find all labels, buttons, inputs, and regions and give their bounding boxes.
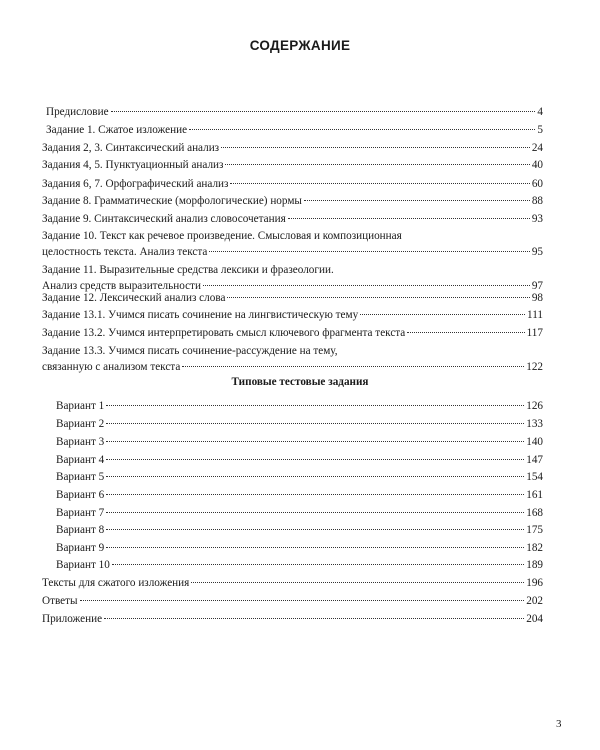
dot-leader [203,285,530,286]
toc-entry-page: 122 [526,361,543,373]
dot-leader [106,547,524,548]
dot-leader [221,147,530,148]
toc-entry-page: 204 [526,613,543,625]
toc-entry-label: Приложение [42,613,103,625]
variant-page: 147 [526,454,543,466]
toc-entry-preface [46,104,543,120]
toc-entry-label: Предисловие [46,106,109,118]
variant-label: Вариант 6 [56,489,105,501]
toc-entry-page: 24 [531,142,543,154]
dot-leader [209,251,529,252]
dot-leader [227,297,529,298]
toc-entry-texts [42,575,543,591]
variant-label: Вариант 7 [56,507,105,519]
dot-leader [106,423,524,424]
toc-entry-label: связанную с анализом текста [42,361,181,373]
dot-leader [191,582,524,583]
page-number: 3 [556,718,562,730]
dot-leader [304,200,530,201]
toc-entry-page: 196 [526,577,543,589]
toc-entry-page: 5 [537,124,543,136]
toc-entry-label: Тексты для сжатого изложения [42,577,190,589]
toc-entry-label-line1: Задание 13.3. Учимся писать сочинение-рассуждение на тему, [42,345,338,357]
toc-entry-answers [42,593,543,609]
toc-entry-task-9 [42,211,543,227]
toc-entry-task-6-7 [42,176,543,192]
dot-leader [106,494,524,495]
variant-label: Вариант 4 [56,454,105,466]
variant-label: Вариант 2 [56,418,105,430]
toc-entry-label: Задания 2, 3. Синтаксический анализ [42,142,220,154]
toc-entry-label: Анализ средств выразительности [42,280,201,292]
dot-leader [106,441,524,442]
toc-entry-page: 117 [526,327,543,339]
toc-entry-page: 202 [526,595,543,607]
toc-entry-appendix [42,611,543,627]
toc-entry-task-12 [42,290,543,306]
toc-entry-page: 98 [531,292,543,304]
toc-variant [56,540,543,556]
dot-leader [106,476,524,477]
toc-entry-task-13-1 [42,307,543,323]
section-heading: Типовые тестовые задания [231,376,369,388]
dot-leader [80,600,525,601]
dot-leader [106,459,524,460]
toc-variant [56,522,543,538]
toc-entry-task-13-2 [42,325,543,341]
toc-entry-label: Задание 12. Лексический анализ слова [42,292,226,304]
variant-page: 161 [526,489,543,501]
toc-entry-page: 60 [531,178,543,190]
toc-entry-label-line1: Задание 10. Текст как речевое произведение. Смысловая и композиционная [42,230,402,242]
toc-entry-page: 4 [537,106,543,118]
toc-variant [56,487,543,503]
toc-entry-page: 93 [531,213,543,225]
dot-leader [104,618,524,619]
variant-page: 133 [526,418,543,430]
toc-entry-page: 88 [531,195,543,207]
dot-leader [106,512,524,513]
toc-entry-task-2-3 [42,140,543,156]
toc-entry-task-10 [42,228,543,260]
toc-variant [56,416,543,432]
toc-entry-task-4-5 [42,157,543,173]
toc-entry-label-line1: Задание 11. Выразительные средства лексики и фразеологии. [42,264,334,276]
toc-entry-label: Задание 9. Синтаксический анализ словосочетания [42,213,286,225]
toc-variant [56,557,543,573]
dot-leader [106,529,524,530]
variant-label: Вариант 9 [56,542,105,554]
toc-variant [56,398,543,414]
toc-entry-label: целостность текста. Анализ текста [42,246,208,258]
toc-entry-task-13-3 [42,343,543,375]
toc-entry-page: 111 [527,309,543,321]
dot-leader [360,314,525,315]
dot-leader [407,332,524,333]
variant-page: 154 [526,471,543,483]
toc-entry-page: 95 [531,246,543,258]
toc-entry-label: Задание 13.2. Учимся интерпретировать смысл ключевого фрагмента текста [42,327,406,339]
dot-leader [225,164,529,165]
toc-entry-label: Задания 4, 5. Пунктуационный анализ [42,159,224,171]
dot-leader [230,183,529,184]
dot-leader [112,564,524,565]
toc-entry-label: Задания 6, 7. Орфографический анализ [42,178,229,190]
variant-label: Вариант 8 [56,524,105,536]
toc-entry-task-1 [46,122,543,138]
variant-page: 182 [526,542,543,554]
dot-leader [106,405,524,406]
variant-label: Вариант 10 [56,559,110,571]
toc-variant [56,505,543,521]
dot-leader [288,218,530,219]
variant-page: 126 [526,400,543,412]
variant-label: Вариант 5 [56,471,105,483]
toc-entry-label: Ответы [42,595,78,607]
variant-page: 140 [526,436,543,448]
toc-entry-task-8 [42,193,543,209]
toc-entry-label: Задание 8. Грамматические (морфологические) нормы [42,195,302,207]
toc-variant [56,469,543,485]
variant-page: 175 [526,524,543,536]
variant-label: Вариант 1 [56,400,105,412]
variant-label: Вариант 3 [56,436,105,448]
variant-page: 189 [526,559,543,571]
dot-leader [189,129,535,130]
toc-entry-label: Задание 13.1. Учимся писать сочинение на лингвистическую тему [42,309,359,321]
toc-entry-label: Задание 1. Сжатое изложение [46,124,188,136]
dot-leader [111,111,536,112]
page-title: СОДЕРЖАНИЕ [249,38,351,53]
toc-entry-page: 97 [531,280,543,292]
toc-variant [56,452,543,468]
variant-page: 168 [526,507,543,519]
toc-variant [56,434,543,450]
toc-entry-page: 40 [531,159,543,171]
dot-leader [182,366,524,367]
